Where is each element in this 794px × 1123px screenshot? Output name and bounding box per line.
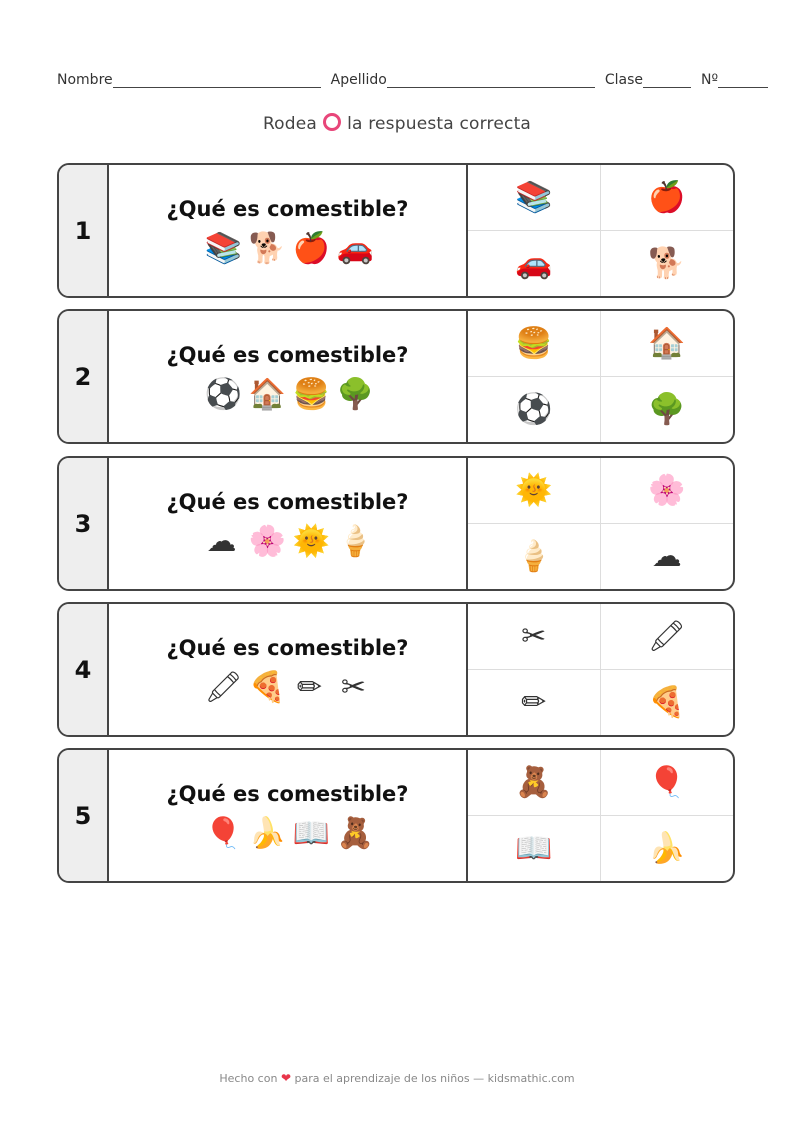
answer-option[interactable] <box>601 165 734 231</box>
answer-option[interactable] <box>601 311 734 377</box>
footer-text-before: Hecho con <box>219 1072 278 1085</box>
balloon-icon: 🎈 <box>204 815 242 851</box>
question-number: 1 <box>59 165 109 296</box>
book-icon: 📖 <box>515 830 553 866</box>
answer-option[interactable] <box>468 377 601 443</box>
tree-icon: 🌳 <box>648 391 686 427</box>
dog-icon: 🐕 <box>248 230 286 266</box>
question-text: ¿Qué es comestible? <box>166 489 409 514</box>
banana-icon: 🍌 <box>248 815 286 851</box>
question-number: 5 <box>59 750 109 881</box>
soccer-ball-icon: ⚽ <box>515 391 553 427</box>
name-label: Nombre <box>57 72 113 88</box>
answer-grid <box>468 750 733 881</box>
question-items <box>204 815 374 852</box>
question-number: 2 <box>59 311 109 442</box>
dog-icon: 🐕 <box>648 245 686 281</box>
answer-option[interactable] <box>468 165 601 231</box>
teddy-bear-icon: 🧸 <box>336 815 374 851</box>
answer-grid <box>468 311 733 442</box>
instruction-text-before: Rodea <box>262 114 318 134</box>
class-field[interactable] <box>643 73 691 88</box>
class-label: Clase <box>604 72 643 88</box>
scissors-icon: ✂ <box>340 669 367 705</box>
answer-option[interactable] <box>601 750 734 816</box>
flower-icon: 🌸 <box>248 523 286 559</box>
answer-option[interactable] <box>601 604 734 670</box>
answer-option[interactable] <box>468 458 601 524</box>
answer-option[interactable] <box>468 670 601 736</box>
answer-option[interactable] <box>468 311 601 377</box>
pencil-icon: ✏ <box>296 669 323 705</box>
question-text: ¿Qué es comestible? <box>166 781 409 806</box>
answer-option[interactable] <box>468 231 601 297</box>
answer-option[interactable] <box>601 816 734 882</box>
instruction-text-after: la respuesta correcta <box>347 114 532 134</box>
scissors-icon: ✂ <box>521 618 547 654</box>
car-icon: 🚗 <box>336 230 374 266</box>
cloud-icon: ☁ <box>651 538 682 574</box>
house-icon: 🏠 <box>248 376 286 412</box>
crayon-icon: 🖍 <box>647 618 686 654</box>
burger-icon: 🍔 <box>292 376 330 412</box>
flower-icon: 🌸 <box>648 472 686 508</box>
sun-icon: 🌞 <box>515 472 553 508</box>
banana-icon: 🍌 <box>648 830 686 866</box>
cloud-icon: ☁ <box>206 523 237 559</box>
name-field[interactable] <box>113 73 321 88</box>
answer-grid <box>468 458 733 589</box>
question-text: ¿Qué es comestible? <box>166 342 409 367</box>
question-number: 3 <box>59 458 109 589</box>
question-cell <box>109 311 468 442</box>
answer-option[interactable] <box>601 670 734 736</box>
pizza-icon: 🍕 <box>248 669 286 705</box>
question-card <box>57 456 735 591</box>
answer-grid <box>468 165 733 296</box>
book-icon: 📖 <box>292 815 330 851</box>
footer <box>0 1071 794 1085</box>
question-cell <box>109 604 468 735</box>
question-card <box>57 163 735 298</box>
instruction <box>0 113 794 134</box>
question-cell <box>109 165 468 296</box>
question-cell <box>109 458 468 589</box>
car-icon: 🚗 <box>515 245 553 281</box>
answer-option[interactable] <box>468 816 601 882</box>
soccer-ball-icon: ⚽ <box>204 376 242 412</box>
ice-cream-icon: 🍦 <box>336 523 374 559</box>
number-field[interactable] <box>718 73 768 88</box>
circle-icon <box>323 113 341 131</box>
footer-text-after: para el aprendizaje de los niños — kidsmathic.com <box>294 1072 575 1085</box>
pizza-icon: 🍕 <box>648 684 686 720</box>
house-icon: 🏠 <box>648 325 686 361</box>
answer-grid <box>468 604 733 735</box>
number-label: Nº <box>700 72 719 88</box>
question-items <box>205 670 371 706</box>
books-icon: 📚 <box>515 179 553 215</box>
answer-option[interactable] <box>468 750 601 816</box>
question-items <box>204 230 374 267</box>
answer-option[interactable] <box>601 524 734 590</box>
teddy-bear-icon: 🧸 <box>515 764 553 800</box>
question-items <box>204 376 374 413</box>
question-card <box>57 602 735 737</box>
pencil-icon: ✏ <box>521 684 547 720</box>
crayon-icon: 🖍 <box>204 669 243 705</box>
answer-option[interactable] <box>601 458 734 524</box>
answer-option[interactable] <box>601 377 734 443</box>
heart-icon: ❤ <box>280 1071 291 1085</box>
ice-cream-icon: 🍦 <box>515 538 553 574</box>
tree-icon: 🌳 <box>336 376 374 412</box>
sun-icon: 🌞 <box>292 523 330 559</box>
balloon-icon: 🎈 <box>648 764 686 800</box>
apple-icon: 🍎 <box>292 230 330 266</box>
student-info-header <box>57 68 777 88</box>
surname-label: Apellido <box>330 72 387 88</box>
question-text: ¿Qué es comestible? <box>166 196 409 221</box>
answer-option[interactable] <box>601 231 734 297</box>
answer-option[interactable] <box>468 604 601 670</box>
question-text: ¿Qué es comestible? <box>166 635 409 660</box>
surname-field[interactable] <box>387 73 595 88</box>
burger-icon: 🍔 <box>515 325 553 361</box>
question-cell <box>109 750 468 881</box>
question-number: 4 <box>59 604 109 735</box>
question-card <box>57 748 735 883</box>
apple-icon: 🍎 <box>648 179 686 215</box>
books-icon: 📚 <box>204 230 242 266</box>
question-card <box>57 309 735 444</box>
answer-option[interactable] <box>468 524 601 590</box>
question-items <box>205 523 374 560</box>
